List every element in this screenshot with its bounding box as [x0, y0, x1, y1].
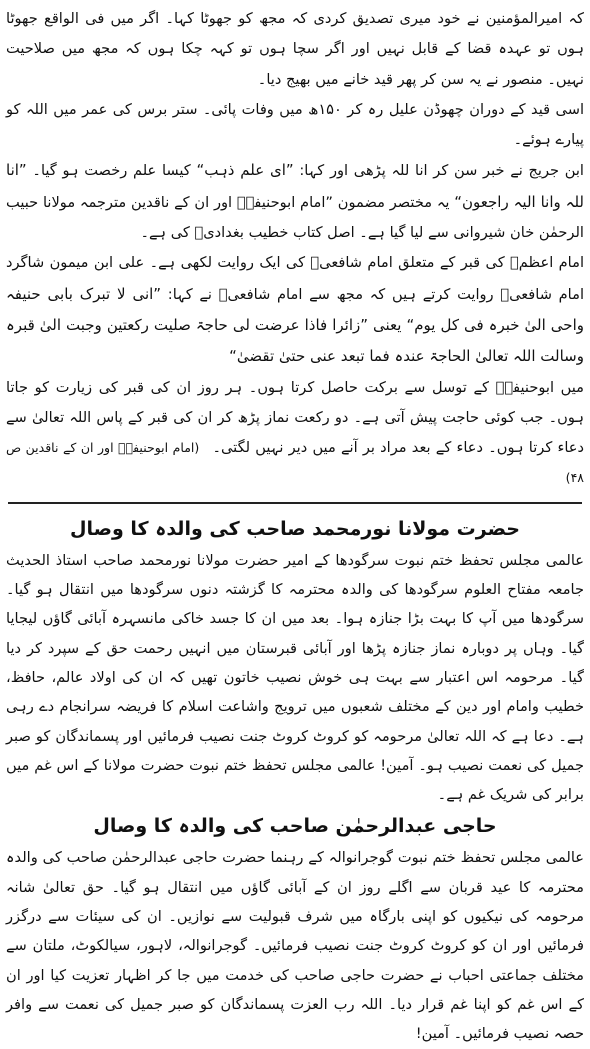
paragraph-qaza-refusal: کہ امیرالمؤمنین نے خود میری تصدیق کردی کہ مجھ کو جھوٹا کہا۔ اگر میں فی الواقع جھوٹا ہوں تو عہدہ قضا کے قابل نہیں اور اگر سچا ہوں تو کہہ چکا ہوں کہ مجھ میں صلاحیت نہیں۔ منصور نے یہ سن کر پھر قید خانے میں بھیج دیا۔ [6, 10, 584, 88]
ibn-jurayj-quote-2: ”انا للہ وانا الیہ راجعون“ [6, 161, 584, 211]
ibn-jurayj-text-3: یہ مختصر مضمون ”امام ابوحنیفہؒ اور ان کے ناقدین مترجمہ مولانا حبیب الرحمٰن خان شیروانی سے لیا گیا ہے۔ اصل کتاب خطیب بغدادیؒ کی ہے۔ [6, 193, 584, 242]
paragraph-imam-shafii-narration [6, 248, 584, 372]
ibn-jurayj-text-2: کیسا علم رخصت ہو گیا۔ [26, 162, 197, 180]
section-divider [8, 502, 582, 504]
obituary-heading-2: حاجی عبدالرحمٰن صاحب کی والدہ کا وصال [93, 815, 497, 838]
shafii-intro: امام اعظمؒ کی قبر کے متعلق امام شافعیؒ کی ایک روایت لکھی ہے۔ علی ابن میمون شاگرد امام شافعیؒ روایت کرتے ہیں کہ مجھ سے امام شافعیؒ نے کہا: [6, 254, 584, 303]
obituary-body-2: عالمی مجلس تحفظ ختم نبوت گوجرانوالہ کے رہنما حضرت حاجی عبدالرحمٰن صاحب کی والدہ محترمہ کا عید قربان سے اگلے روز ان کے آبائی گاؤں میں انتقال ہو گیا۔ حق تعالیٰ شانہ مرحومہ کی نیکیوں کو اپنی بارگاہ میں شرف قبولیت سے نوازیں۔ ان کی سیئات سے درگزر فرمائیں اور ان کو کروٹ کروٹ جنت نصیب فرمائیں۔ گوجرانوالہ، لاہور، سیالکوٹ، ملتان سے مختلف جماعتی احباب نے حضرت حاجی صاحب کی خدمت میں جا کر اظہار تعزیت کیا اور ان کے اس غم کو اپنا غم قرار دیا۔ اللہ رب العزت پسماندگان کو صبر جمیل کی نعمت سے وافر حصہ نصیب فرمائیں۔ آمین! [6, 849, 584, 1043]
ibn-jurayj-quote-1: ”ای علم ذہب“ [196, 161, 294, 180]
paragraph-tawassul [6, 373, 584, 494]
paragraph-death: اسی قید کے دوران چھوڈن علیل رہ کر ۱۵۰ھ میں وفات پائی۔ ستر برس کی عمر میں اللہ کو پیارے ہوئے۔ [6, 100, 585, 149]
obituary-heading-1: حضرت مولانا نورمحمد صاحب کی والدہ کا وصال [70, 517, 520, 540]
ibn-jurayj-text-1: ابن جریج نے خبر سن کر انا للہ پڑھی اور کہا: [293, 162, 584, 180]
obituary-body-1: عالمی مجلس تحفظ ختم نبوت سرگودھا کے امیر حضرت مولانا نورمحمد صاحب استاذ الحدیث جامعہ مفتاح العلوم سرگودھا کی والدہ محترمہ کا گزشتہ دنوں سرگودھا میں انتقال ہو گیا۔ سرگودھا میں آپ کا بہت بڑا جنازہ ہوا۔ بعد میں ان کا جسد خاکی مانسہرہ آبائی گاؤں لیجایا گیا۔ وہاں پر دوبارہ نماز جنازہ پڑھا اور آبائی قبرستان میں انہیں رحمت حق کے سپرد کر دیا گیا۔ مرحومہ اس اعتبار سے بہت ہی خوش نصیب خاتون تھیں کہ ان کی اولاد عالم، حافظ، خطیب وامام اور دین کے مختلف شعبوں میں ترویج واشاعت اسلام کا فریضہ سرانجام دے رہی ہے۔ دعا ہے کہ اللہ تعالیٰ مرحومہ کو کروٹ کروٹ جنت نصیب فرمائیں اور پسماندگان کو صبر جمیل کی نعمت نصیب ہو۔ آمین! عالمی مجلس تحفظ ختم نبوت حضرت مولانا کے اس غم میں برابر کی شریک غم ہے۔ [6, 551, 584, 804]
obituary-haji-abdul-rahman [6, 809, 584, 1048]
tawassul-text: میں ابوحنیفہؒ کے توسل سے برکت حاصل کرتا ہوں۔ ہر روز ان کی قبر کی زیارت کو جاتا ہوں۔ جب کوئی حاجت پیش آتی ہے۔ دو رکعت نماز پڑھ کر ان کی قبر کے پاس اللہ تعالیٰ سے دعاء کرتا ہوں۔ دعاء کے بعد مراد بر آنے میں دیر نہیں لگتی۔ [6, 378, 585, 457]
shafii-arabic-quote: ”انی لا تبرک بابی حنیفہ واحی الیٰ خبرہ فی کل یوم“ یعنی ”زائرا فاذا عرضت لی حاجۃ صلیت رکعتین وجبت الیٰ قبرہ وسالت اللہ تعالیٰ الحاجۃ عندہ فما تبعد عنی حتیٰ تقضیٰ“ [6, 284, 584, 366]
source-citation: (امام ابوحنیفہؒ اور ان کے ناقدین ص ۴۸) [6, 440, 584, 486]
obituary-maulana-noor-muhammad [6, 512, 584, 810]
biography-section [6, 4, 584, 494]
paragraph-ibn-jurayj [6, 155, 584, 248]
